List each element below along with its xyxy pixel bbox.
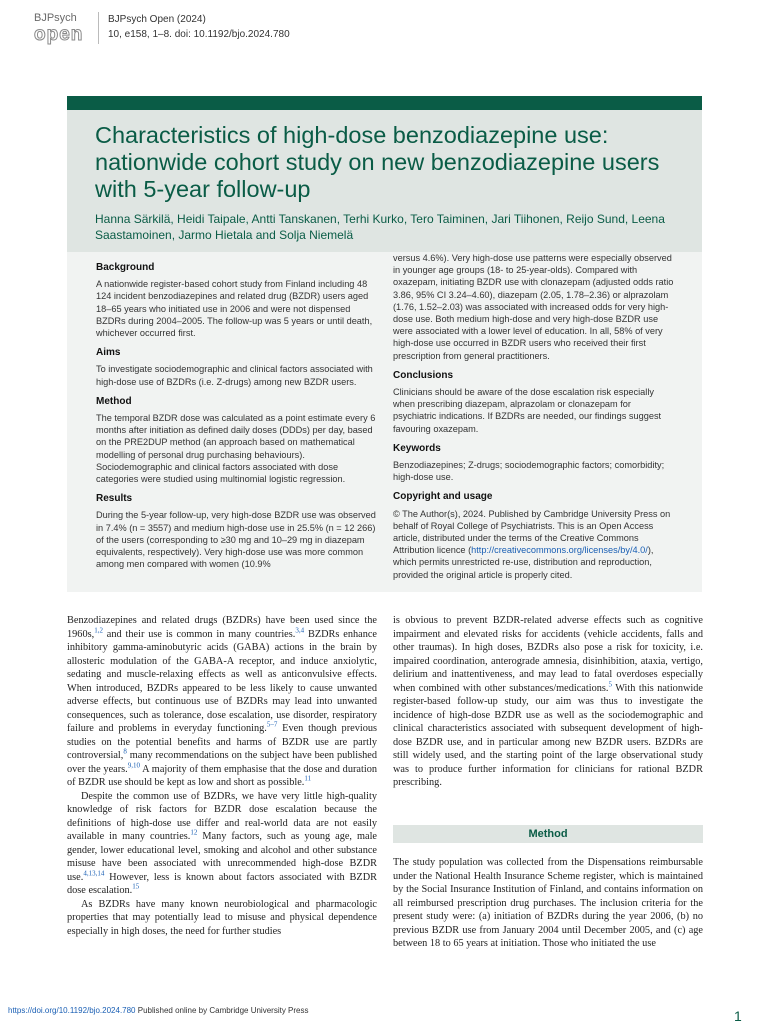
journal-citation — [108, 12, 290, 42]
body-text: is obvious to prevent BZDR-related adverse effects such as cognitive impairment and elevated risks for accidents (vehicle accidents, falls and other traumas). In high doses, BZDRs also pose a risk for toxicity, i.e. impaired coordination, anterograde amnesia, disinhibition, ataxia, vertigo, delirium and inattentiveness, and may lead to fatal overdoses especially when combined with other substances/medications. — [393, 615, 703, 694]
license-link[interactable]: http://creativecommons.org/licenses/by/4.0/ — [471, 545, 648, 556]
title-block — [67, 110, 702, 252]
footer-publisher-note: Published online by Cambridge University Press — [135, 1006, 309, 1015]
citation-ref[interactable]: 5–7 — [266, 720, 278, 729]
logo-text-open: open — [34, 24, 84, 45]
citation-ref[interactable]: 9,10 — [127, 761, 140, 770]
body-text: Despite the common use of BZDRs, we have very little high-quality knowledge of risk factors for BZDR dose escalation because the definitions of high-dose use differ and real-world data are not easily available in many countries. — [67, 790, 377, 842]
abstract-keywords-text: Benzodiazepines; Z-drugs; sociodemographic factors; comorbidity; high-dose use. — [393, 460, 665, 483]
body-text: many recommendations on the subject have been published over the years. — [67, 750, 377, 775]
body-text: Even though previous studies on the potential benefits and harms of BZDR use are partly controversial, — [67, 723, 378, 761]
title-accent-bar — [67, 96, 702, 110]
body-text: BZDRs enhance inhibitory gamma-aminobutyric acids (GABA) actions in the brain by allosteric modulation of the GABA-A receptor, and induce anxiolytic, sedating and muscle-relaxing effects as well as anticonvulsive effects. When introduced, BZDRs appeared to be less likely to cause unwanted adverse effects, but continuous use of BZDRs may lead into unwanted consequences, such as tolerance, dose escalation, use disorder, respiratory failure and problems in everyday functioning. — [67, 628, 377, 734]
abstract-right-column — [393, 252, 675, 589]
body-text: Benzodiazepines and related drugs (BZDRs) have been used since the 1960s, — [67, 615, 377, 640]
method-section-heading: Method — [393, 825, 703, 843]
page-number: 1 — [734, 1008, 742, 1024]
copyright-text-part: © The Author(s), 2024. Published by Cambridge University Press on behalf of Royal College of Psychiatrists. This is an Open Access article, distributed under the terms of the Creative Commons Attribution licence ( — [393, 508, 671, 556]
body-text: Many factors, such as young age, male gender, lower educational level, smoking and alcohol and other substance misuse have been associated with unrecommended high-dose BZDR use. — [67, 831, 378, 883]
abstract-conclusions-text: Clinicians should be aware of the dose escalation risk especially when prescribing diazepam, alprazolam or clonazepam for psychiatric indications. If BZDRs are needed, our findings suggest favouring oxazepam. — [393, 387, 662, 434]
page-footer — [8, 1006, 308, 1015]
body-text: With this nationwide register-based follow-up study, our aim was thus to investigate the incidence of high-dose BZDR use as well as the sociodemographic and clinical characteristics associated with subsequent development of high-dose BZDR use, and in particular among new BZDR users. BZDRs are still widely used, and the starting point of the large observational study was to produce further information for clinicians for rational BZDR prescribing. — [393, 682, 703, 788]
abstract-aims-heading: Aims — [96, 347, 121, 359]
abstract-aims-text: To investigate sociodemographic and clinical factors associated with high-dose use of BZDRs (i.e. Z-drugs) among new BZDR users. — [96, 364, 373, 387]
abstract-left-column — [96, 258, 378, 578]
abstract-copyright-text — [393, 508, 675, 581]
abstract-conclusions-heading: Conclusions — [393, 369, 454, 381]
body-right-column — [393, 614, 703, 790]
body-text: and their use is common in many countries. — [102, 628, 296, 640]
citation-ref[interactable]: 5 — [608, 680, 612, 689]
logo-text-bjpsych: BJPsych — [34, 12, 77, 24]
abstract-results-text: During the 5-year follow-up, very high-dose BZDR use was observed in 7.4% (n = 3557) and medium high-dose use in 25.5% (n = 12 266) of the users (corresponding to ≥30 mg and 10–29 mg in diazepam equivalents, respectively). Very high-dose use was more common among men compared with women (10.9% — [96, 510, 376, 570]
header-divider — [98, 12, 99, 44]
abstract-box — [67, 252, 702, 592]
citation-ref[interactable]: 4,13,14 — [83, 869, 105, 878]
journal-logo — [32, 10, 94, 48]
abstract-method-text: The temporal BZDR dose was calculated as a point estimate every 6 months after initiation as defined daily doses (DDDs) per day, based on the PRE2DUP method (an approach based on mathematical modelling of personal drug purchasing behaviours). Sociodemographic and clinical factors associated with dose categories were studied using multinomial logistic regression. — [96, 413, 376, 485]
citation-ref[interactable]: 15 — [132, 882, 140, 891]
citation-ref[interactable]: 3,4 — [295, 626, 305, 635]
method-section-text: The study population was collected from the Dispensations reimbursable under the National Health Insurance Scheme register, which is maintained by the Social Insurance Institution of Finland, and contains information on all reimbursed prescription drug purchases. The inclusion criteria for the present study were: (a) initiation of BZDRs during the year 2006, (b) no previous BZDR use from January 2004 until December 2005, and (c) age between 18 to 65 years at initiation. Those who initiated the use — [393, 857, 703, 949]
citation-ref[interactable]: 12 — [190, 828, 198, 837]
footer-doi-link[interactable]: https://doi.org/10.1192/bjo.2024.780 — [8, 1006, 136, 1015]
copyright-text-part: ), which permits unrestricted re-use, distribution and reproduction, provided the original article is properly cited. — [393, 545, 654, 580]
citation-ref[interactable]: 1,2 — [94, 626, 103, 635]
citation-ref[interactable]: 8 — [123, 747, 127, 756]
abstract-keywords-heading: Keywords — [393, 442, 441, 454]
abstract-background-text: A nationwide register-based cohort study from Finland including 48 124 incident benzodiazepines and related drug (BZDR) users aged 18–65 years who initiated use in 2006 and were not dispensed BZDRs during 2004–2005. The follow-up was 5 years or until death, whichever occurred first. — [96, 279, 373, 339]
journal-volume-doi: 10, e158, 1–8. doi: 10.1192/bjo.2024.780 — [108, 29, 290, 40]
abstract-results-text-continued: versus 4.6%). Very high-dose use patterns were especially observed in younger age groups (18- to 25-year-olds). Compared with oxazepam, initiating BZDR use with clonazepam (adjusted odds ratio 3.86, 95% CI 3.24–4.60), diazepam (2.05, 1.78–2.36) or alprazolam (1.76, 1.52–2.03) was associated with increased odds for very high-dose use. Both medium high-dose and very high-dose BZDR use were associated with a lower level of education. In all, 58% of very high-dose use occurred in BZDR users who received their first prescription from general practitioners. — [393, 253, 674, 361]
citation-ref[interactable]: 11 — [304, 774, 312, 783]
journal-name-year: BJPsych Open (2024) — [108, 14, 206, 25]
body-paragraph — [67, 790, 377, 898]
body-text: A majority of them emphasise that the dose and duration of BZDR use should be kept as low and short as possible. — [67, 763, 377, 788]
author-list: Hanna Särkilä, Heidi Taipale, Antti Tanskanen, Terhi Kurko, Tero Taiminen, Jari Tiihonen, Reijo Sund, Leena Saastamoinen, Jarmo Hietala and Solja Niemelä — [95, 212, 665, 242]
abstract-copyright-heading: Copyright and usage — [393, 491, 493, 503]
abstract-method-heading: Method — [96, 395, 132, 407]
body-paragraph — [393, 614, 703, 790]
abstract-results-heading: Results — [96, 493, 133, 505]
body-text: However, less is known about factors associated with BZDR dose escalation. — [67, 871, 377, 896]
body-left-column — [67, 614, 377, 938]
article-title: Characteristics of high-dose benzodiazepine use: nationwide cohort study on new benzodiazepine users with 5-year follow-up — [95, 122, 660, 202]
abstract-background-heading: Background — [96, 262, 155, 273]
body-paragraph: As BZDRs have many known neurobiological and pharmacologic properties that may potentially lead to misuse and physical dependence especially in high doses, the need for further studies — [67, 898, 377, 937]
body-paragraph — [67, 614, 377, 790]
